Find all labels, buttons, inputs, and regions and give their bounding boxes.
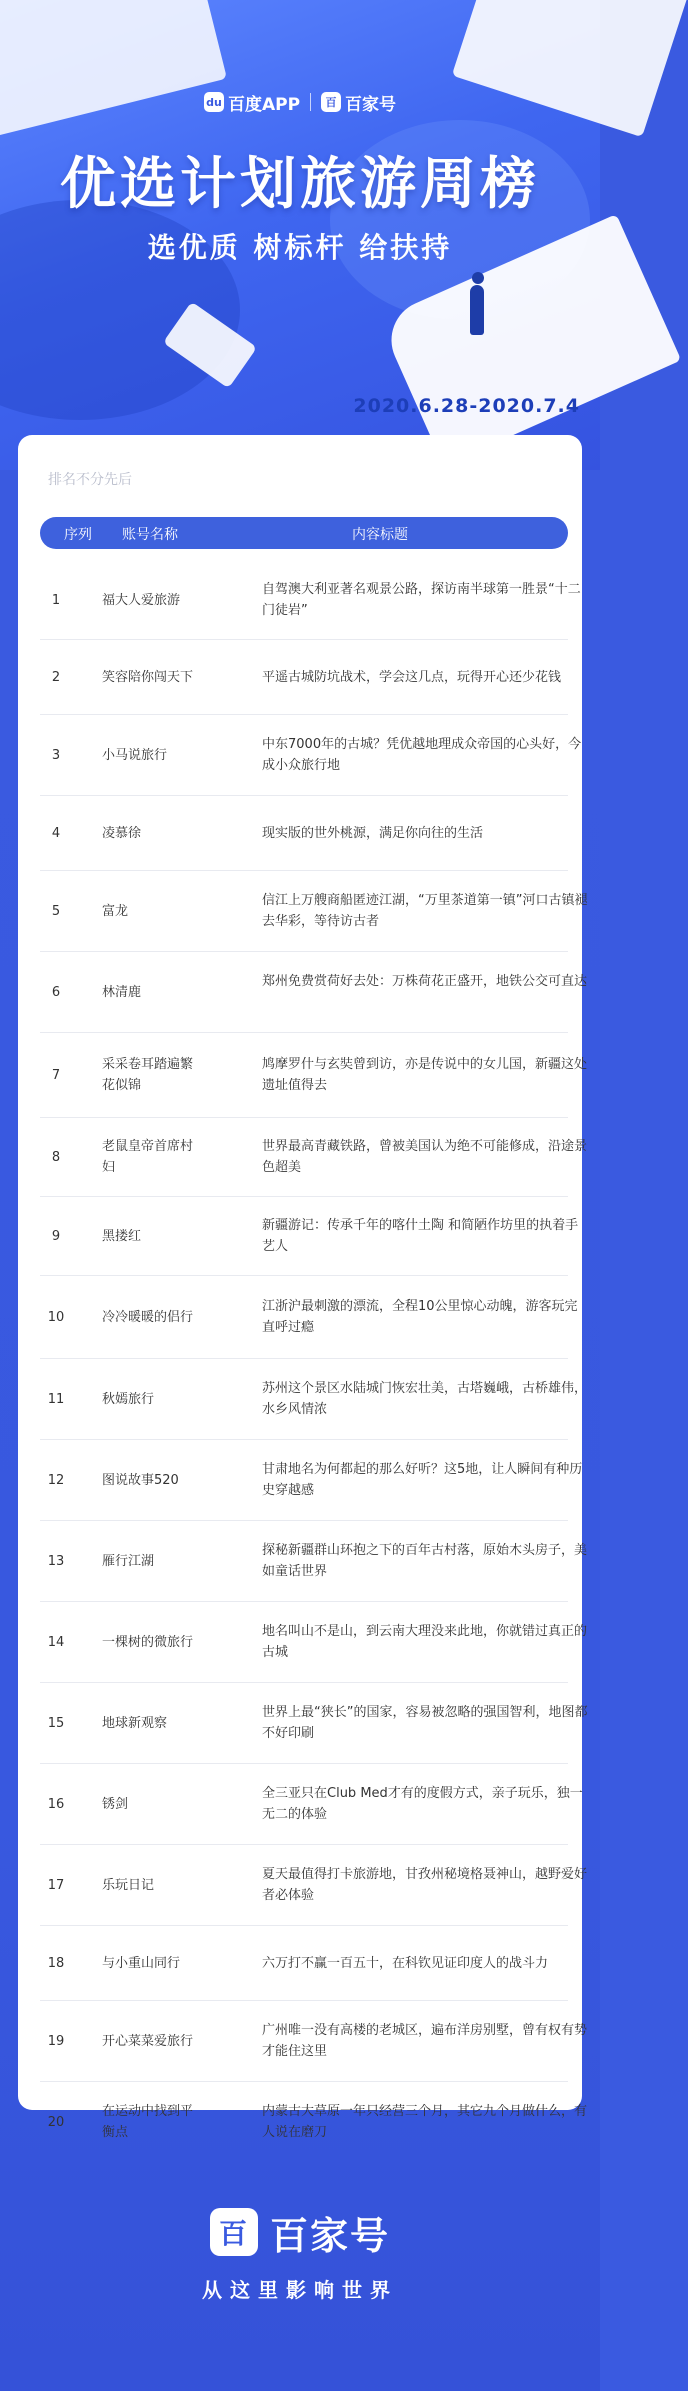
person-illustration-head	[472, 272, 484, 284]
table-row	[40, 2001, 588, 2082]
baijiahao-logo-icon: 百	[321, 92, 341, 112]
row-index: 3	[51, 748, 61, 763]
row-title: 自驾澳大利亚著名观景公路，探访南半球第一胜景“十二门徒岩”	[262, 582, 581, 618]
row-account: 锈剑	[102, 1797, 129, 1812]
row-index: 10	[47, 1310, 65, 1325]
row-title: 内蒙古大草原一年只经营三个月，其它九个月做什么，有人说在磨刀	[262, 2104, 588, 2140]
row-title: 郑州免费赏荷好去处：万株荷花正盛开，地铁公交可直达	[262, 974, 588, 989]
row-title: 甘肃地名为何都起的那么好听？这5地，让人瞬间有种历史穿越感	[262, 1462, 583, 1498]
brand-row	[0, 88, 600, 116]
row-account: 黑搂红	[102, 1229, 142, 1244]
baidu-app-brand	[204, 90, 300, 115]
row-title: 地名叫山不是山，到云南大理没来此地，你就错过真正的古城	[262, 1624, 588, 1660]
row-account: 图说故事520	[102, 1473, 179, 1488]
table-row	[40, 561, 581, 640]
row-title: 夏天最值得打卡旅游地，甘孜州秘境格聂神山，越野爱好者必体验	[262, 1867, 588, 1903]
page-title: 优选计划旅游周榜	[60, 152, 540, 217]
header-index: 序列	[64, 527, 92, 543]
date-range: 2020.6.28-2020.7.4	[353, 395, 580, 417]
row-index: 5	[51, 904, 61, 919]
row-account: 开心菜菜爱旅行	[102, 2034, 194, 2049]
row-account: 采采卷耳踏遍繁花似锦	[102, 1057, 194, 1093]
row-account: 冷冷暖暖的侣行	[102, 1310, 194, 1325]
row-title: 江浙沪最刺激的漂流，全程10公里惊心动魄，游客玩完直呼过瘾	[262, 1299, 578, 1335]
table-row	[40, 715, 582, 796]
row-title: 新疆游记：传承千年的喀什土陶 和简陋作坊里的执着手艺人	[262, 1218, 579, 1254]
row-index: 4	[51, 826, 61, 841]
row-index: 8	[51, 1150, 61, 1165]
row-title: 世界上最“狭长”的国家，容易被忽略的强国智利，地图都不好印刷	[262, 1705, 588, 1741]
row-account: 秋嫣旅行	[102, 1392, 155, 1407]
row-title: 广州唯一没有高楼的老城区，遍布洋房别墅，曾有权有势才能住这里	[262, 2023, 588, 2059]
row-index: 14	[47, 1635, 65, 1650]
row-account: 地球新观察	[102, 1716, 168, 1731]
row-title: 全三亚只在Club Med才有的度假方式，亲子玩乐，独一无二的体验	[262, 1786, 583, 1822]
footer-logo	[0, 2206, 600, 2258]
row-index: 11	[47, 1392, 65, 1407]
table-row	[40, 1440, 583, 1521]
table-row	[40, 796, 568, 871]
baijiahao-logo-icon: 百	[210, 2208, 258, 2256]
baidu-paw-icon: du	[204, 92, 224, 112]
decor-paper	[452, 0, 688, 137]
table-body	[40, 561, 588, 2162]
row-title: 六万打不赢一百五十，在科钦见证印度人的战斗力	[262, 1956, 549, 1971]
row-account: 在运动中找到平衡点	[102, 2104, 194, 2140]
table-row	[40, 1197, 579, 1276]
row-title: 现实版的世外桃源，满足你向往的生活	[262, 826, 484, 841]
row-title: 中东7000年的古城？凭优越地理成众帝国的心头好，今成小众旅行地	[262, 737, 582, 773]
table-row	[40, 1683, 588, 1764]
row-index: 19	[47, 2034, 65, 2049]
row-index: 16	[47, 1797, 65, 1812]
table-row	[40, 1845, 588, 1926]
ranking-note: 排名不分先后	[48, 472, 132, 488]
row-index: 2	[51, 670, 61, 685]
baijiahao-brand	[321, 90, 396, 115]
page-subtitle: 选优质 树标杆 给扶持	[147, 231, 453, 264]
row-account: 一棵树的微旅行	[102, 1635, 194, 1650]
row-account: 福大人爱旅游	[102, 593, 181, 608]
row-index: 7	[51, 1068, 61, 1083]
row-index: 13	[47, 1554, 65, 1569]
brand-divider	[310, 93, 311, 111]
header-account: 账号名称	[122, 527, 178, 543]
row-title: 鸠摩罗什与玄奘曾到访，亦是传说中的女儿国，新疆这处遗址值得去	[262, 1057, 588, 1093]
table-row	[40, 871, 588, 952]
table-row	[40, 1276, 578, 1359]
row-account: 笑容陪你闯天下	[102, 670, 194, 685]
hero-banner	[0, 0, 600, 470]
ranking-card	[18, 435, 588, 2140]
row-index: 1	[51, 593, 61, 608]
table-row	[40, 640, 568, 715]
row-account: 与小重山同行	[102, 1956, 181, 1971]
row-title: 平遥古城防坑战术，学会这几点，玩得开心还少花钱	[262, 670, 562, 685]
row-title: 探秘新疆群山环抱之下的百年古村落，原始木头房子，美如童话世界	[262, 1543, 588, 1579]
row-index: 15	[47, 1716, 65, 1731]
row-account: 乐玩日记	[102, 1878, 155, 1893]
row-index: 17	[47, 1878, 65, 1893]
footer-brand-name: 百家号	[269, 2213, 390, 2258]
baidu-app-name: 百度APP	[227, 94, 301, 115]
row-index: 12	[47, 1473, 65, 1488]
table-header	[40, 517, 568, 549]
row-account: 富龙	[102, 904, 129, 919]
table-row	[40, 1118, 588, 1197]
table-row	[40, 952, 588, 1033]
table-row	[40, 1602, 588, 1683]
person-illustration	[470, 285, 484, 335]
row-index: 18	[47, 1956, 65, 1971]
header-title: 内容标题	[352, 527, 408, 543]
table-row	[40, 1764, 583, 1845]
row-title: 苏州这个景区水陆城门恢宏壮美，古塔巍峨，古桥雄伟，水乡风情浓	[262, 1381, 588, 1417]
row-account: 林清鹿	[102, 985, 142, 1000]
row-account: 雁行江湖	[102, 1554, 155, 1569]
row-account: 小马说旅行	[102, 748, 168, 763]
row-index: 6	[51, 985, 61, 1000]
table-row	[40, 1359, 588, 1440]
table-row	[40, 2082, 588, 2162]
row-index: 20	[47, 2115, 65, 2130]
row-title: 世界最高青藏铁路，曾被美国认为绝不可能修成，沿途景色超美	[262, 1139, 588, 1175]
baijiahao-name: 百家号	[345, 94, 397, 115]
row-title: 信江上万艘商船匿迹江湖，“万里茶道第一镇”河口古镇褪去华彩，等待访古者	[262, 893, 588, 929]
table-row	[40, 1521, 588, 1602]
footer-slogan: 从这里影响世界	[202, 2278, 398, 2302]
table-row	[40, 1033, 588, 1118]
row-account: 老鼠皇帝首席村妇	[102, 1139, 194, 1175]
row-account: 凌慕徐	[102, 826, 142, 841]
table-row	[40, 1926, 568, 2001]
decor-paper	[0, 0, 227, 137]
row-index: 9	[51, 1229, 61, 1244]
